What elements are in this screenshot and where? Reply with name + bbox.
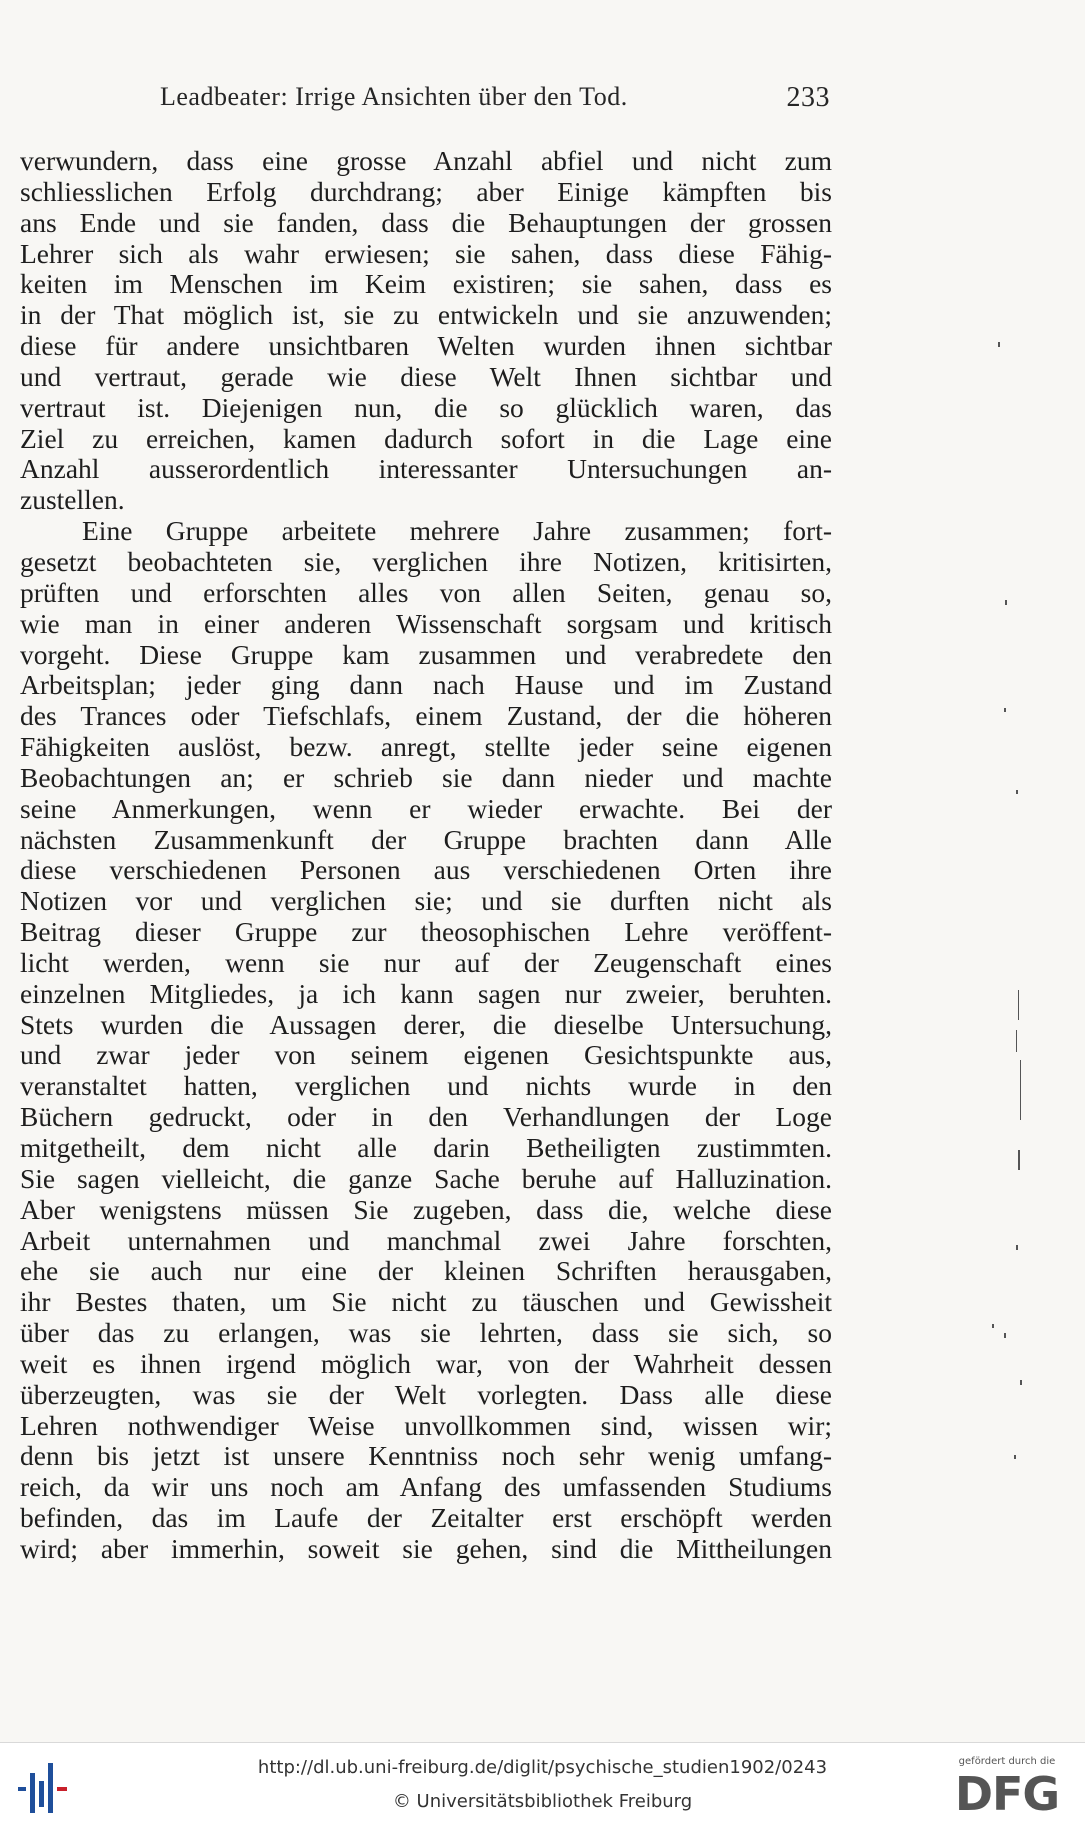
text-line: Beobachtungen an; er schrieb sie dann nieder und machte — [20, 762, 832, 793]
margin-mark — [1020, 1060, 1021, 1120]
text-line: ehe sie auch nur eine der kleinen Schriften herausgaben, — [20, 1256, 832, 1287]
margin-mark — [1004, 708, 1006, 712]
text-line: Sie sagen vielleicht, die ganze Sache beruhe auf Halluzination. — [20, 1163, 832, 1194]
text-line: Notizen vor und verglichen sie; und sie durften nicht als — [20, 886, 832, 917]
body-text — [20, 146, 832, 1565]
text-line: wie man in einer anderen Wissenschaft sorgsam und kritisch — [20, 608, 832, 639]
text-line: licht werden, wenn sie nur auf der Zeugenschaft eines — [20, 947, 832, 978]
text-line: schliesslichen Erfolg durchdrang; aber Einige kämpften bis — [20, 176, 832, 207]
text-line: zustellen. — [20, 485, 125, 516]
text-line: Eine Gruppe arbeitete mehrere Jahre zusammen; fort- — [82, 516, 832, 547]
text-line: Lehren nothwendiger Weise unvollkommen sind, wissen wir; — [20, 1410, 832, 1441]
text-line: und zwar jeder von seinem eigenen Gesichtspunkte aus, — [20, 1040, 832, 1071]
text-line: vertraut ist. Diejenigen nun, die so glücklich waren, das — [20, 392, 832, 423]
viewer-footer — [0, 1742, 1085, 1830]
text-line: Büchern gedruckt, oder in den Verhandlungen der Loge — [20, 1102, 832, 1133]
text-line: des Trances oder Tiefschlafs, einem Zustand, der die höheren — [20, 701, 832, 732]
margin-mark — [1004, 1333, 1006, 1338]
margin-mark — [1016, 1245, 1018, 1250]
text-line: in der That möglich ist, sie zu entwickeln und sie anzuwenden; — [20, 300, 832, 331]
margin-mark — [1005, 600, 1007, 605]
dfg-logo-text: DFG — [954, 1767, 1060, 1821]
running-head-title: Leadbeater: Irrige Ansichten über den Tod. — [160, 82, 628, 111]
text-line: weit es ihnen irgend möglich war, von der Wahrheit dessen — [20, 1348, 832, 1379]
text-line: wird; aber immerhin, soweit sie gehen, sind die Mittheilungen — [20, 1533, 832, 1564]
text-line: Arbeitsplan; jeder ging dann nach Hause und im Zustand — [20, 670, 832, 701]
text-line: Stets wurden die Aussagen derer, die dieselbe Untersuchung, — [20, 1009, 832, 1040]
text-line: Aber wenigstens müssen Sie zugeben, dass die, welche diese — [20, 1194, 832, 1225]
text-line: prüften und erforschten alles von allen Seiten, genau so, — [20, 577, 832, 608]
margin-mark — [992, 1324, 994, 1328]
text-line: diese verschiedenen Personen aus verschiedenen Orten ihre — [20, 855, 832, 886]
text-line: mitgetheilt, dem nicht alle darin Betheiligten zustimmten. — [20, 1133, 832, 1163]
text-line: gesetzt beobachteten sie, verglichen ihre Notizen, kritisirten, — [20, 546, 832, 577]
text-line: Anzahl ausserordentlich interessanter Untersuchungen an- — [20, 454, 832, 485]
margin-mark — [998, 342, 1000, 347]
running-head — [160, 82, 860, 118]
dfg-caption: gefördert durch die — [958, 1756, 1056, 1767]
text-line: vorgeht. Diese Gruppe kam zusammen und verabredete den — [20, 639, 832, 670]
text-line: befinden, das im Laufe der Zeitalter erst erschöpft werden — [20, 1503, 832, 1534]
text-line: veranstaltet hatten, verglichen und nichts wurde in den — [20, 1071, 832, 1102]
margin-marks — [990, 0, 1030, 1742]
text-line: Arbeit unternahmen und manchmal zwei Jahre forschten, — [20, 1225, 832, 1256]
margin-mark — [1016, 1030, 1017, 1052]
text-line: reich, da wir uns noch am Anfang des umfassenden Studiums — [20, 1472, 832, 1503]
text-line: seine Anmerkungen, wenn er wieder erwachte. Bei der — [20, 793, 832, 824]
text-line: einzelnen Mitgliedes, ja ich kann sagen nur zweier, beruhten. — [20, 978, 832, 1009]
margin-mark — [1018, 990, 1019, 1020]
page-number: 233 — [786, 82, 830, 113]
text-line: nächsten Zusammenkunft der Gruppe brachten dann Alle — [20, 824, 832, 855]
margin-mark — [1016, 790, 1018, 794]
text-line: Lehrer sich als wahr erwiesen; sie sahen, dass diese Fähig- — [20, 238, 832, 269]
text-line: ihr Bestes thaten, um Sie nicht zu täuschen und Gewissheit — [20, 1287, 832, 1318]
text-line: Ziel zu erreichen, kamen dadurch sofort in die Lage eine — [20, 423, 832, 454]
text-line: keiten im Menschen im Keim existiren; sie sahen, dass es — [20, 269, 832, 300]
text-line: denn bis jetzt ist unsere Kenntniss noch sehr wenig umfang- — [20, 1441, 832, 1472]
margin-mark — [1020, 1380, 1022, 1385]
text-line: ans Ende und sie fanden, dass die Behauptungen der grossen — [20, 207, 832, 238]
text-line: Fähigkeiten auslöst, bezw. anregt, stellte jeder seine eigenen — [20, 732, 832, 763]
text-line: über das zu erlangen, was sie lehrten, dass sie sich, so — [20, 1318, 832, 1349]
text-line: und vertraut, gerade wie diese Welt Ihnen sichtbar und — [20, 361, 832, 392]
margin-mark — [1014, 1455, 1016, 1459]
text-line: Beitrag dieser Gruppe zur theosophischen Lehre veröffent- — [20, 917, 832, 948]
dfg-logo-icon — [943, 1755, 1071, 1823]
document-url[interactable]: http://dl.ub.uni-freiburg.de/diglit/psychische_studien1902/0243 — [257, 1757, 828, 1778]
copyright-notice: © Universitätsbibliothek Freiburg — [392, 1791, 693, 1812]
text-line: diese für andere unsichtbaren Welten wurden ihnen sichtbar — [20, 331, 832, 362]
margin-mark — [1018, 1150, 1020, 1170]
text-line: überzeugten, was sie der Welt vorlegten. Dass alle diese — [20, 1379, 832, 1410]
text-line: verwundern, dass eine grosse Anzahl abfiel und nicht zum — [20, 146, 832, 176]
